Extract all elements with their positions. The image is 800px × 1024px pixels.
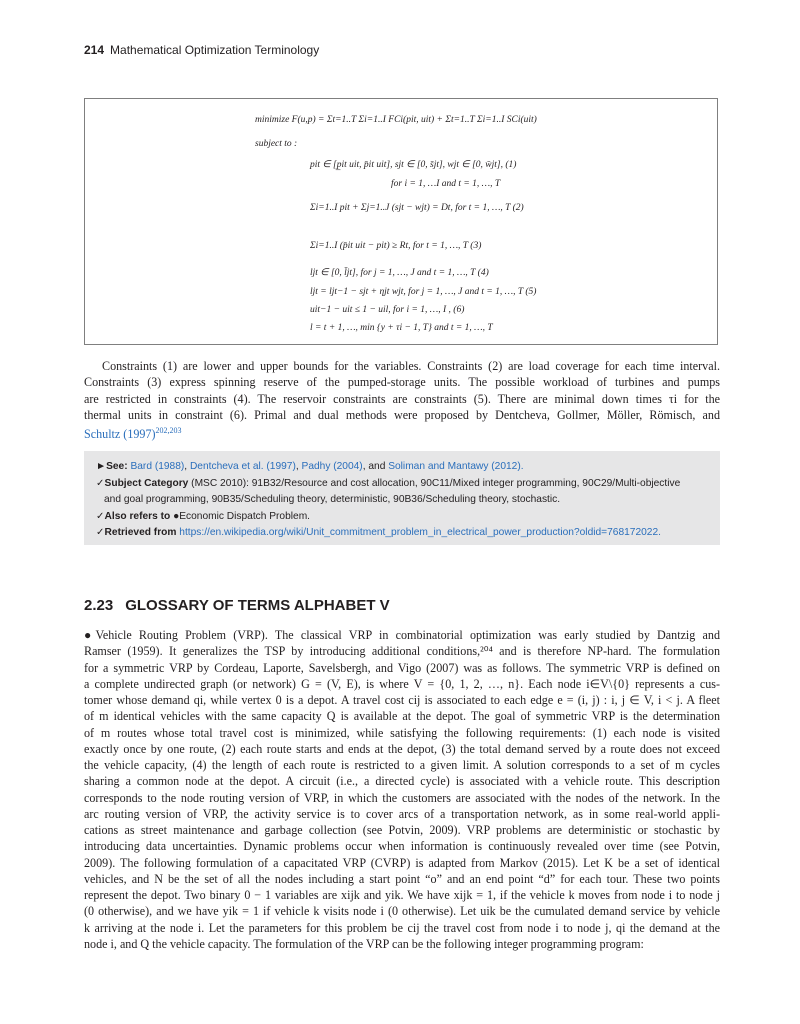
para1-line-1: Constraints (1) are lower and upper bounds for the variables. Constraints (2) are load coverage for each time interval.: [102, 359, 720, 373]
sep: ,: [184, 461, 190, 472]
body-line: exactly once by one route, (2) each route starts and ends at the depot, (3) the total demand served by a route does not exceed: [84, 741, 720, 756]
body-line: corresponds to the node routing version of VRP, in which the customers are associated with the nodes of the network. In the: [84, 790, 720, 805]
see-label: See:: [106, 461, 128, 472]
subject-category-line: [96, 476, 710, 493]
footnote-ref[interactable]: 202,203: [155, 426, 182, 435]
body-line: the vehicle capacity, (4) the length of each route is restricted to a given limit. A solution corresponds to a set of m cycles: [84, 758, 720, 772]
constraint-6: uit−1 − uit ≤ 1 − uil, for i = 1, …, I , (6): [310, 305, 465, 315]
body-line: ●Vehicle Routing Problem (VRP). The classical VRP in combinatorial optimization was early studied by Dantzig and: [84, 628, 720, 642]
sep: ,: [295, 461, 302, 472]
body-line: (0 otherwise), and we have yik = 1 if vehicle k visits node i (0 otherwise). Let uik be the cumulated demand service by vehicle: [84, 904, 720, 919]
section-number: 2.23: [84, 597, 114, 614]
ref-padhy[interactable]: Padhy (2004): [301, 461, 363, 472]
subject-label: Subject Category: [104, 477, 189, 489]
check-icon: ✓: [96, 527, 105, 538]
see-also-box: [84, 451, 720, 545]
section-heading: [84, 597, 390, 614]
constraint-4: ljt ∈ [0, l̄jt], for j = 1, …, J and t = 1, …, T (4): [310, 268, 489, 278]
constraint-7: l = t + 1, …, min {y + τi − 1, T} and t = 1, …, T: [310, 323, 493, 333]
body-line: a complete undirected graph (or network) G = (V, E), is where V = {0, 1, 2, …, n}. Each node i∈V\{0} represents a cus-: [84, 676, 720, 691]
body-line: tomer whose demand qi, while vertex 0 is a depot. A travel cost cij is associated to each edge e = (i, j) : i, j ∈ V, i < j. A fleet: [84, 693, 720, 707]
constraint-1-range: for i = 1, …I and t = 1, …, T: [391, 179, 501, 189]
body-line: cations as street maintenance and garbage collection (see Potvin, 2009). VRP problems are deterministic or stochastic by: [84, 823, 720, 837]
para1-line-5: [84, 423, 720, 442]
constraint-2: Σi=1..I pit + Σj=1..J (sjt − wjt) = Dt, for t = 1, …, T (2): [310, 203, 524, 213]
bullet-icon: ●: [173, 510, 180, 522]
also-refers-line: [96, 509, 710, 526]
see-line: [96, 459, 710, 476]
arrow-icon: ►: [96, 461, 107, 472]
check-icon: ✓: [96, 510, 105, 522]
schultz-link[interactable]: Schultz (1997): [84, 427, 156, 442]
body-line: of m routes whose total travel cost is minimized, while satisfying the following requirements: (1) each node is visited: [84, 725, 720, 740]
page-number: 214: [84, 43, 105, 57]
body-line: of m identical vehicles with the same capacity Q is available at the depot. The goal of symmetric VRP is the determination: [84, 709, 720, 724]
para1-line-3: are restricted in constraints (4). The reservoir constraints are constraints (5). There are minimal down times τi for the: [84, 391, 720, 406]
section-title: GLOSSARY OF TERMS ALPHABET V: [125, 597, 390, 614]
ref-dentcheva[interactable]: Dentcheva et al. (1997): [189, 461, 296, 472]
subject-msc: (MSC 2010):: [188, 477, 252, 489]
retrieved-url[interactable]: https://en.wikipedia.org/wiki/Unit_commitment_problem_in_electrical_power_production?oldid=768172022.: [179, 527, 661, 538]
sep: , and: [362, 461, 389, 472]
running-head-title: Mathematical Optimization Terminology: [110, 43, 320, 57]
also-label: Also refers to: [104, 510, 171, 522]
body-line: k arriving at the node i. Let the parameters for this problem be cij the travel cost from node i to node j, qi the demand at the: [84, 920, 720, 935]
body-line: sharing a common node at the depot. A circuit (i.e., a directed cycle) is associated with a vehicle route. This description: [84, 774, 720, 789]
body-line: vehicles, and N be the set of all the nodes including a start point “o” and an end point “d” for each tour. These two points: [84, 871, 720, 886]
subject-to-label: subject to :: [255, 139, 298, 149]
constraint-5: ljt = ljt−1 − sjt + ηjt wjt, for j = 1, …, J and t = 1, …, T (5): [310, 287, 537, 297]
check-icon: ✓: [96, 477, 105, 489]
body-line: represent the depot. Two binary 0 − 1 variables are xijk and yik. We have xijk = 1, if the vehicle k moves from node i to node j: [84, 888, 720, 902]
constraints-paragraph: [84, 358, 720, 442]
formulation-box: [84, 98, 718, 345]
body-line: for a symmetric VRP by Cordeau, Laporte, Savelsbergh, and Vigo (2007) was as follows. The symmetric VRP is defined on: [84, 660, 720, 675]
retrieved-label: Retrieved from: [104, 527, 177, 538]
body-line: 2009). The following formulation of a capacitated VRP (CVRP) is adapted from Markov (2015). Let K be a set of identical: [84, 855, 720, 870]
retrieved-line: [96, 525, 710, 542]
also-text: Economic Dispatch Problem.: [179, 510, 311, 522]
body-line: Ramser (1959). It generalizes the TSP by introducing additional conditions,²⁰⁴ and is therefore NP-hard. The formulation: [84, 644, 720, 659]
running-head: [84, 43, 319, 57]
subject-category-line-2: and goal programming, 90B35/Scheduling theory, deterministic, 90B36/Scheduling theory, stochastic.: [104, 494, 561, 505]
body-line: arc routing version of VRP, the activity service is to cover arcs of a transportation network, as in some real-world appli-: [84, 806, 720, 821]
constraint-3: Σi=1..I (p̄it uit − pit) ≥ Rt, for t = 1, …, T (3): [310, 241, 482, 251]
body-line: node i, and Q the vehicle capacity. The formulation of the VRP can be the following integer programming program:: [84, 936, 644, 951]
constraint-1: pit ∈ [p̲it uit, p̄it uit], sjt ∈ [0, s̄jt], wjt ∈ [0, w̄jt], (1): [310, 160, 517, 170]
para1-line-2: Constraints (3) express spinning reserve of the pumped-storage units. The possible workload of turbines and pumps: [84, 375, 720, 390]
body-line: introducing data uncertainties. Dynamic problems occur when information is continuously revealed over time (see Potvin,: [84, 839, 720, 854]
objective-line: minimize F(u,p) = Σt=1..T Σi=1..I FCi(pit, uit) + Σt=1..T Σi=1..I SCi(uit): [255, 115, 537, 125]
para1-line-4: thermal units in constraint (6). Primal and dual methods were proposed by Dentcheva, Gollmer, Möller, Römisch, and: [84, 407, 720, 422]
ref-soliman[interactable]: Soliman and Mantawy (2012).: [388, 461, 524, 472]
ref-bard[interactable]: Bard (1988): [130, 461, 185, 472]
vrp-entry: [84, 627, 720, 952]
subject-text-1: 91B32/Resource and cost allocation, 90C11/Mixed integer programming, 90C29/Multi-objective: [251, 477, 681, 489]
